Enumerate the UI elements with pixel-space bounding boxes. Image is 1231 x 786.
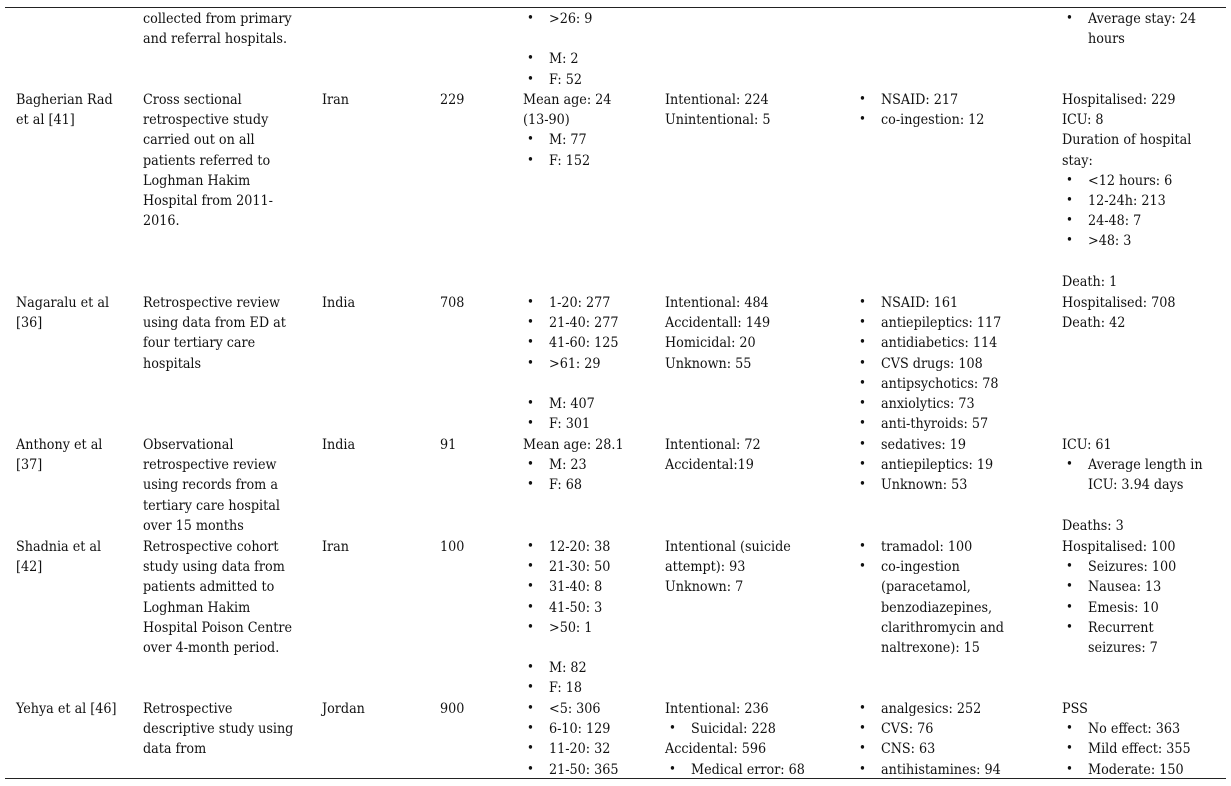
row3-country: India — [322, 437, 356, 453]
row5-outcome: PSS • No effect: 363 • Mild effect: 355 • Moderate: 150 — [1062, 699, 1227, 780]
list-item: • >48: 3 — [1062, 231, 1227, 251]
row1-author: Bagherian Rad et al [41] — [16, 92, 113, 129]
list-item: • antiepileptics: 19 — [855, 455, 1053, 475]
row4-sample-size: 100 — [440, 539, 465, 555]
row4-design: Retrospective cohort study using data from patients admitted to Loghman Hakim Hospital Poison Centre over 4-month period. — [143, 539, 293, 657]
list-item: • F: 52 — [523, 70, 658, 90]
list-item: • 24-48: 7 — [1062, 211, 1227, 231]
row2-drugs — [855, 293, 1053, 434]
row3-design: Observational retrospective review using records from a tertiary care hospital over 15 months — [143, 437, 280, 534]
row2-design: Retrospective review using data from ED at four tertiary care hospitals — [143, 295, 286, 372]
row3-intent: Intentional: 72 Accidental:19 — [665, 437, 761, 474]
row5-age — [523, 699, 658, 780]
row4-author: Shadnia et al [42] — [16, 539, 102, 576]
row1-outcome: Hospitalised: 229 ICU: 8 Duration of hospital stay: • <12 hours: 6 • 12-24h: 213 • 24-48: 7 • >48: 3 Death: 1 — [1062, 90, 1227, 292]
list-item: • F: 301 — [523, 414, 658, 434]
list-item: • 12-24h: 213 — [1062, 191, 1227, 211]
row0-design: collected from primary and referral hospitals. — [143, 11, 292, 48]
row3-author: Anthony et al [37] — [16, 437, 103, 474]
row4-outcome: Hospitalised: 100 • Seizures: 100 • Nausea: 13 • Emesis: 10 • Recurrent seizures: 7 — [1062, 537, 1227, 658]
list-item: • Seizures: 100 — [1062, 557, 1227, 577]
row2-author: Nagaralu et al [36] — [16, 295, 110, 332]
row3-sample-size: 91 — [440, 437, 457, 453]
list-item: • F: 18 — [523, 678, 658, 698]
row4-drugs — [855, 537, 1053, 658]
list-item: • anti-thyroids: 57 — [855, 414, 1053, 434]
list-item: • >26: 9 — [523, 9, 658, 29]
list-item: • CVS: 76 — [855, 719, 1053, 739]
list-item: • 41-50: 3 — [523, 598, 658, 618]
row1-drugs — [855, 90, 1053, 130]
row5-drugs — [855, 699, 1053, 780]
list-item: • anxiolytics: 73 — [855, 394, 1053, 414]
row3-drugs — [855, 435, 1053, 496]
list-item: • 21-50: 365 — [523, 760, 658, 780]
list-item: • co-ingestion (paracetamol, benzodiazepines, clarithromycin and naltrexone): 15 — [855, 557, 1053, 658]
row5-intent: Intentional: 236 • Suicidal: 228 Accidental: 596 • Medical error: 68 — [665, 699, 850, 780]
list-item: • 31-40: 8 — [523, 577, 658, 597]
row4-age — [523, 537, 658, 699]
list-item: • analgesics: 252 — [855, 699, 1053, 719]
list-item: • >50: 1 — [523, 618, 658, 638]
list-item: • >61: 29 — [523, 354, 658, 374]
list-item: • M: 2 — [523, 49, 658, 69]
table-top-rule — [5, 7, 1226, 8]
list-item: • Suicidal: 228 — [665, 719, 850, 739]
list-item: • Moderate: 150 — [1062, 760, 1227, 780]
list-item: • 1-20: 277 — [523, 293, 658, 313]
list-item: • 11-20: 32 — [523, 739, 658, 759]
list-item: • Average stay: 24 hours — [1062, 9, 1227, 49]
row0-outcome — [1062, 9, 1227, 49]
list-item: • antihistamines: 94 — [855, 760, 1053, 780]
list-item: • Medical error: 68 — [665, 760, 850, 780]
list-item: • antipsychotics: 78 — [855, 374, 1053, 394]
row5-sample-size: 900 — [440, 701, 465, 717]
row4-intent: Intentional (suicide attempt): 93 Unknown: 7 — [665, 539, 791, 596]
list-item: • 6-10: 129 — [523, 719, 658, 739]
row5-design: Retrospective descriptive study using data from — [143, 701, 294, 758]
list-item: • F: 152 — [523, 151, 658, 171]
row2-outcome: Hospitalised: 708 Death: 42 — [1062, 295, 1176, 332]
list-item: • 12-20: 38 — [523, 537, 658, 557]
list-item: • M: 407 — [523, 394, 658, 414]
list-item: • <5: 306 — [523, 699, 658, 719]
list-item: • M: 77 — [523, 130, 658, 150]
list-item: • F: 68 — [523, 475, 658, 495]
list-item: • Nausea: 13 — [1062, 577, 1227, 597]
row2-intent: Intentional: 484 Accidentall: 149 Homicidal: 20 Unknown: 55 — [665, 295, 771, 372]
row1-sample-size: 229 — [440, 92, 465, 108]
row3-outcome: ICU: 61 • Average length in ICU: 3.94 days Deaths: 3 — [1062, 435, 1227, 536]
row0-age — [523, 9, 658, 90]
list-item: • NSAID: 217 — [855, 90, 1053, 110]
list-item: • 21-30: 50 — [523, 557, 658, 577]
list-item: • M: 82 — [523, 658, 658, 678]
list-item: • 41-60: 125 — [523, 333, 658, 353]
row3-age: Mean age: 28.1 • M: 23 • F: 68 — [523, 435, 658, 496]
list-item: • 21-40: 277 — [523, 313, 658, 333]
row1-intent: Intentional: 224 Unintentional: 5 — [665, 92, 771, 129]
row2-age — [523, 293, 658, 434]
list-item: • tramadol: 100 — [855, 537, 1053, 557]
row5-country: Jordan — [322, 701, 365, 717]
list-item: • CNS: 63 — [855, 739, 1053, 759]
list-item: • antidiabetics: 114 — [855, 333, 1053, 353]
list-item: • CVS drugs: 108 — [855, 354, 1053, 374]
list-item: • Recurrent seizures: 7 — [1062, 618, 1227, 658]
list-item: • No effect: 363 — [1062, 719, 1227, 739]
row1-design: Cross sectional retrospective study carried out on all patients referred to Loghman Hakim Hospital from 2011- 2016. — [143, 92, 273, 230]
row4-country: Iran — [322, 539, 349, 555]
list-item: • antiepileptics: 117 — [855, 313, 1053, 333]
row2-sample-size: 708 — [440, 295, 465, 311]
list-item: • <12 hours: 6 — [1062, 171, 1227, 191]
row5-author: Yehya et al [46] — [16, 701, 117, 717]
row1-country: Iran — [322, 92, 349, 108]
list-item: • sedatives: 19 — [855, 435, 1053, 455]
row2-country: India — [322, 295, 356, 311]
list-item: • M: 23 — [523, 455, 658, 475]
list-item: • Average length in ICU: 3.94 days — [1062, 455, 1227, 495]
row1-age: Mean age: 24 (13-90) • M: 77 • F: 152 — [523, 90, 658, 171]
list-item: • co-ingestion: 12 — [855, 110, 1053, 130]
list-item: • NSAID: 161 — [855, 293, 1053, 313]
list-item: • Mild effect: 355 — [1062, 739, 1227, 759]
list-item: • Unknown: 53 — [855, 475, 1053, 495]
list-item: • Emesis: 10 — [1062, 598, 1227, 618]
